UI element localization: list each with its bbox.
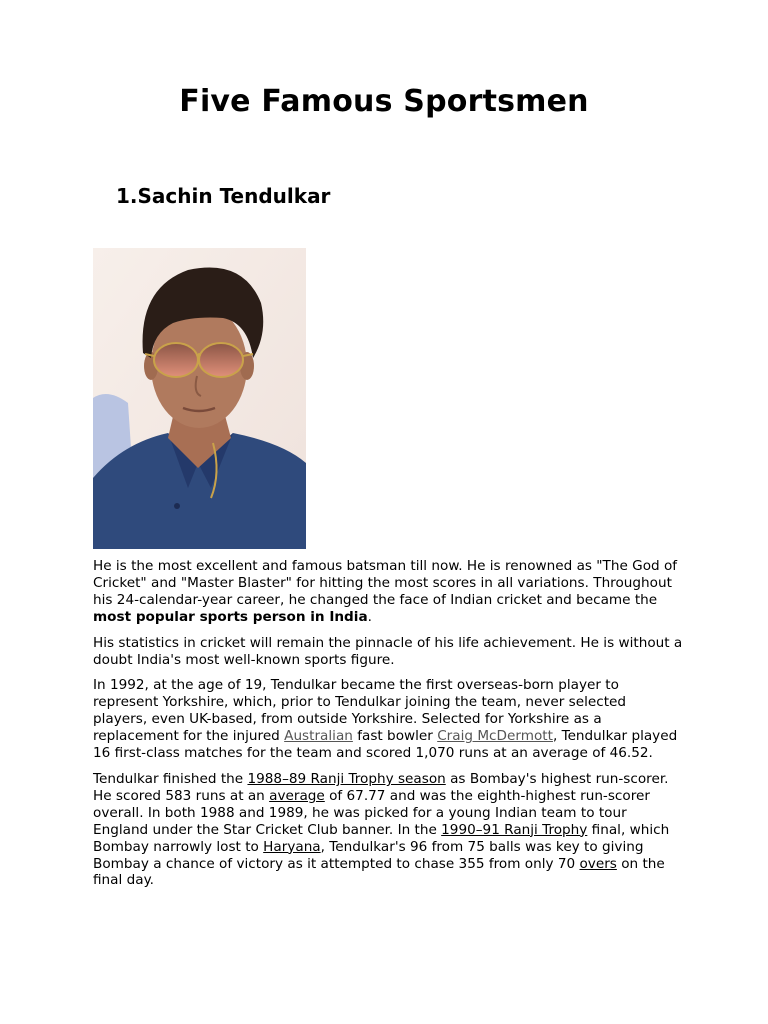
bold-phrase: most popular sports person in India <box>93 608 368 625</box>
paragraph-ranji-trophy: Tendulkar finished the 1988–89 Ranji Trophy season as Bombay's highest run-scorer. He scored 583 runs at an average of 67.77 and was the eighth-highest run-scorer overall. In both 1988 and 1989, he was picked for a young Indian team to tour England under the Star Cricket Club banner. In the 1990–91 Ranji Trophy final, which Bombay narrowly lost to Haryana, Tendulkar's 96 from 75 balls was key to giving Bombay a chance of victory as it attempted to chase 355 from only 70 overs on the final day. <box>93 770 670 889</box>
paragraph-intro: He is the most excellent and famous batsman till now. He is renowned as "The God of Cricket" and "Master Blaster" for hitting the most scores in all variations. Throughout his 24-calendar-year career, he changed the face of Indian cricket and became the most popular sports person in India. <box>93 558 678 625</box>
paragraph-statistics: His statistics in cricket will remain the pinnacle of his life achievement. He is without a doubt India's most well-known sports figure. <box>93 634 683 668</box>
page-title: Five Famous Sportsmen <box>179 84 589 119</box>
link-ranji-trophy[interactable]: 1990–91 Ranji Trophy <box>441 821 588 838</box>
link-australian[interactable]: Australian <box>284 728 353 745</box>
portrait-photo <box>93 248 306 549</box>
article-body <box>93 558 683 898</box>
link-average[interactable]: average <box>269 787 325 804</box>
link-overs[interactable]: overs <box>579 855 617 872</box>
section-heading: 1.Sachin Tendulkar <box>116 184 331 208</box>
link-haryana[interactable]: Haryana <box>263 838 321 855</box>
link-craig-mcdermott[interactable]: Craig McDermott <box>437 728 553 745</box>
link-ranji-season[interactable]: 1988–89 Ranji Trophy season <box>247 770 446 787</box>
paragraph-yorkshire: In 1992, at the age of 19, Tendulkar became the first overseas-born player to represent Yorkshire, which, prior to Tendulkar joining the team, never selected players, even UK-based, from outside Yorkshire. Selected for Yorkshire as a replacement for the injured Australian fast bowler Craig McDermott, Tendulkar played 16 first-class matches for the team and scored 1,070 runs at an average of 46.52. <box>93 677 678 762</box>
